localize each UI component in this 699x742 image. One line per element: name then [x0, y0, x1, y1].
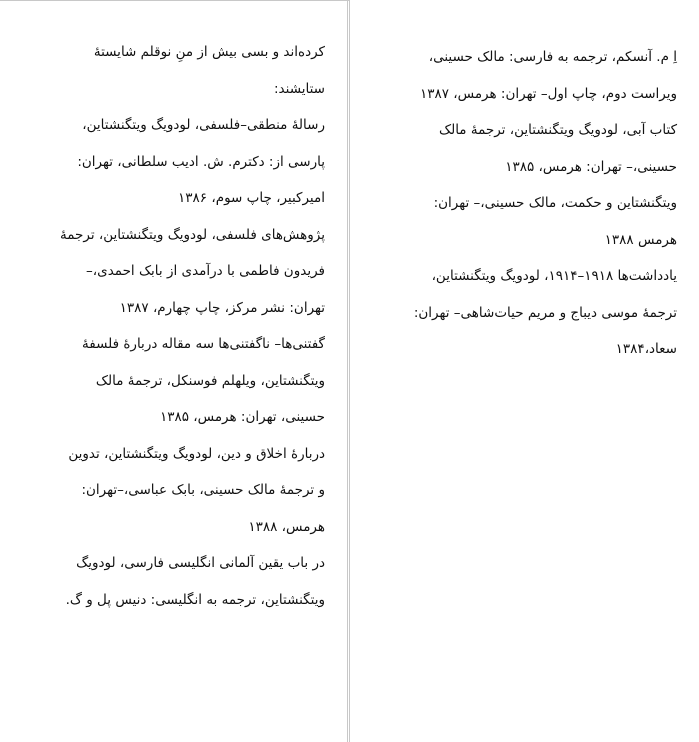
- text-line: ویتگنشتاین، ترجمه به انگلیسی: دنیس پل و گ.: [65, 591, 325, 608]
- text-line: ویراست دوم، چاپ اول– تهران: هرمس، ۱۳۸۷: [419, 85, 677, 102]
- text-line: اِ م. آنسکم، ترجمه به فارسی: مالک حسینی،: [428, 49, 677, 65]
- text-line: امیرکبیر، چاپ سوم، ۱۳۸۶: [178, 190, 325, 206]
- text-line: ویتگنشتاین، ویلهلم فوسنکل، ترجمهٔ مالک: [95, 372, 325, 389]
- text-line: ترجمهٔ موسی دیباج و مریم حیات‌شاهی– تهران:: [413, 304, 677, 321]
- text-line: و ترجمهٔ مالک حسینی، بابک عباسی،–تهران:: [81, 482, 325, 498]
- text-line: ویتگنشتاین و حکمت، مالک حسینی،– تهران:: [433, 195, 677, 211]
- text-line: پژوهش‌های فلسفی، لودویگ ویتگنشتاین، ترجمهٔ: [60, 226, 325, 243]
- text-line: رسالهٔ منطقی–فلسفی، لودویگ ویتگنشتاین،: [82, 117, 325, 133]
- text-line: دربارهٔ اخلاق و دین، لودویگ ویتگنشتاین، تدوین: [68, 445, 325, 462]
- text-line: تهران: نشر مرکز، چاپ چهارم، ۱۳۸۷: [119, 299, 325, 316]
- text-line: حسینی، تهران: هرمس، ۱۳۸۵: [159, 409, 325, 425]
- text-line: هرمس ۱۳۸۸: [604, 231, 677, 248]
- text-line: سعاد،۱۳۸۴: [615, 341, 677, 357]
- text-line: هرمس، ۱۳۸۸: [248, 518, 325, 535]
- right-page-text: [414, 39, 677, 368]
- text-line: کرده‌اند و بسی بیش از منِ نوقلم شایستهٔ: [93, 44, 325, 60]
- text-line: پارسی از: دکترم. ش. ادیب سلطانی، تهران:: [77, 153, 325, 170]
- text-line: یادداشت‌ها ۱۹۱۸–۱۹۱۴، لودویگ ویتگنشتاین،: [431, 268, 677, 284]
- text-line: فریدون فاطمی با درآمدی از بابک احمدی،–: [86, 263, 325, 279]
- text-line: گفتنی‌ها– ناگفتنی‌ها سه مقاله دربارهٔ فلسفهٔ: [82, 336, 325, 352]
- text-line: کتاب آبی، لودویگ ویتگنشتاین، ترجمهٔ مالک: [439, 122, 677, 138]
- text-line: حسینی،– تهران: هرمس، ۱۳۸۵: [505, 158, 677, 175]
- text-line: در باب یقین آلمانی انگلیسی فارسی، لودویگ: [76, 555, 325, 571]
- text-line: ستایشند:: [273, 80, 325, 97]
- left-page: [0, 0, 348, 742]
- left-page-text: [60, 34, 325, 618]
- right-page: [349, 0, 699, 742]
